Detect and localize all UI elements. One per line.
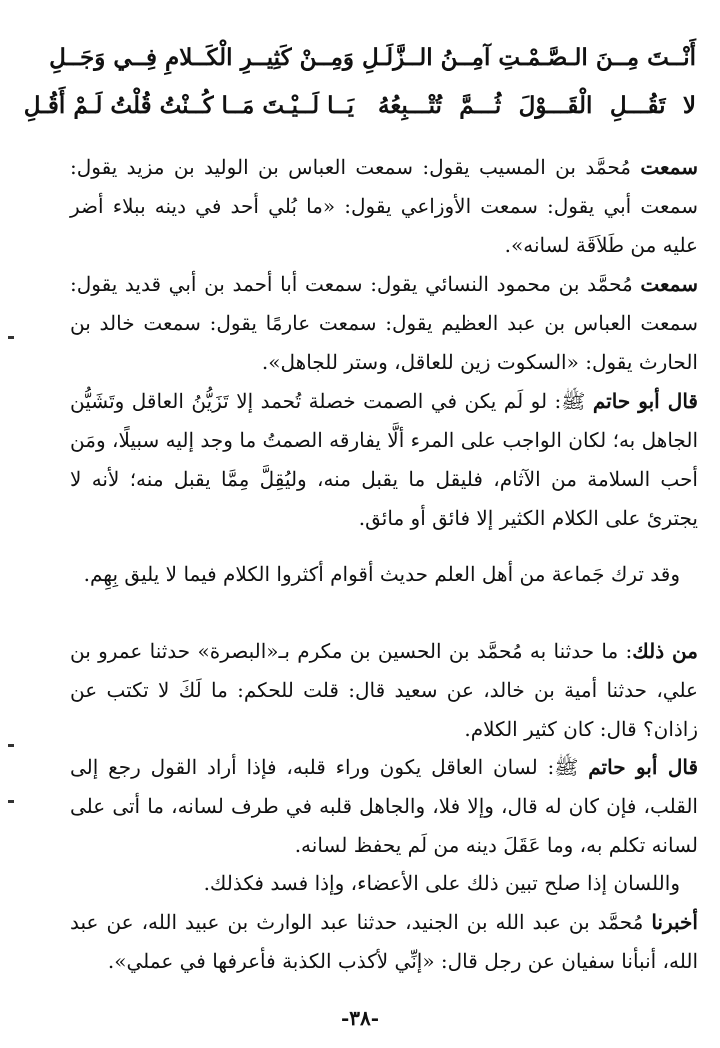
verse-1-second-hemistich: وَمِــنْ كَثِيــرِ الْكَــلامِ فِــي وَجَــلِ [49, 44, 354, 71]
paragraph-5-text: : ما حدثنا به مُحمَّد بن الحسين بن مكرم بـ«البصرة» حدثنا عمرو بن علي، حدثنا أمية بن خالد، عن سعيد قال: قلت للحكم: ما لَكَ لا تكتب عن زاذان؟ قال: كان كثير الكلام. [70, 639, 698, 741]
paragraph-1-text: بن المسيب يقول: سمعت العباس بن الوليد بن مزيد يقول: سمعت أبي يقول: سمعت الأوزاعي يقول: «ما بُلي أحد في دينه ببلاء أضر عليه من طَلاَقَة لسانه». [70, 155, 698, 257]
page-number: -٣٨- [340, 1006, 380, 1030]
paragraph-1-lead: سمعت [640, 155, 698, 179]
verse-1-first-hemistich: أَنْــتَ مِــنَ الـصَّـمْـتِ آمِــنُ الــزَّلَـلِ [361, 44, 696, 71]
paragraph-2-text: بن محمود النسائي يقول: سمعت أبا أحمد بن أبي قديد يقول: سمعت العباس بن عبد العظيم يقول: سمعت عارمًا يقول: سمعت خالد بن الحارث يقول: «السكوت زين للعاقل، وستر للجاهل». [70, 272, 698, 374]
paragraph-4-text: وقد ترك جَماعة من أهل العلم حديث أقوام أكثروا الكلام فيما لا يليق بِهِم. [83, 562, 680, 586]
verse-line-2 [23, 92, 696, 119]
paragraph-7-text: واللسان إذا صلح تبين ذلك على الأعضاء، وإذا فسد فكذلك. [203, 871, 680, 895]
verse-line-1 [49, 44, 696, 71]
paragraph-2 [70, 265, 698, 382]
paragraph-3-lead: قال أبو حاتم [592, 389, 698, 413]
paragraph-8-text: بن عبد الله بن الجنيد، حدثنا عبد الوارث بن عبيد الله، عن عبد الله، أنبأنا سفيان عن رجل قال: «إنِّي لأكذب الكذبة فأعرفها في عملي». [70, 910, 698, 973]
paragraph-8-lead: أخبرنا [651, 910, 698, 934]
paragraph-7 [70, 864, 698, 903]
paragraph-6-text: : لسان العاقل يكون وراء قلبه، فإذا أراد القول رجع إلى القلب، فإن كان له قال، وإلا فلا، والجاهل قلبه في طرف لسانه، ما أتى على لسانه تكلم به، وما عَقَلَ دينه من لَم يحفظ لسانه. [70, 755, 698, 857]
paragraph-5 [70, 632, 698, 749]
paragraph-6 [70, 748, 698, 865]
margin-mark [8, 336, 14, 339]
paragraph-6-lead-rest: ﷺ [554, 755, 589, 779]
paragraph-1 [70, 148, 698, 265]
paragraph-2-lead: سمعت [640, 272, 698, 296]
margin-mark [8, 744, 14, 747]
paragraph-8-lead-rest: مُحمَّد [597, 910, 652, 934]
paragraph-8 [70, 903, 698, 981]
paragraph-3-text: : لو لَم يكن في الصمت خصلة تُحمد إلا تَزَيُّنُ العاقل وتَشَيُّن الجاهل به؛ لكان الواجب على المرء ألَّا يفارقه الصمتُ ما وجد إليه سبيلًا، ومَن أحب السلامة من الآثام، فليقل ما يقبل منه، وليُقِلَّ مِمَّا يقبل منه؛ لأنه لا يجترئ على الكلام الكثير إلا فائق أو مائق. [70, 389, 698, 530]
paragraph-6-lead: قال أبو حاتم [588, 755, 698, 779]
paragraph-5-lead: من ذلك [632, 639, 698, 663]
paragraph-2-lead-rest: مُحمَّد [587, 272, 641, 296]
margin-mark [8, 800, 14, 803]
paragraph-3 [70, 382, 698, 538]
paragraph-3-lead-rest: ﷺ [561, 389, 593, 413]
paragraph-1-lead-rest: مُحمَّد [585, 155, 641, 179]
verse-2-first-hemistich: لا تَقُـــلِ الْقَـــوْلَ ثُـــمَّ تُتْـــبِعُهُ [378, 92, 696, 119]
verse-2-second-hemistich: يَــا لَــيْـتَ مَــا كُــنْتُ قُلْتُ لَـمْ أَقُـلِ [23, 92, 354, 119]
paragraph-4 [70, 555, 698, 594]
